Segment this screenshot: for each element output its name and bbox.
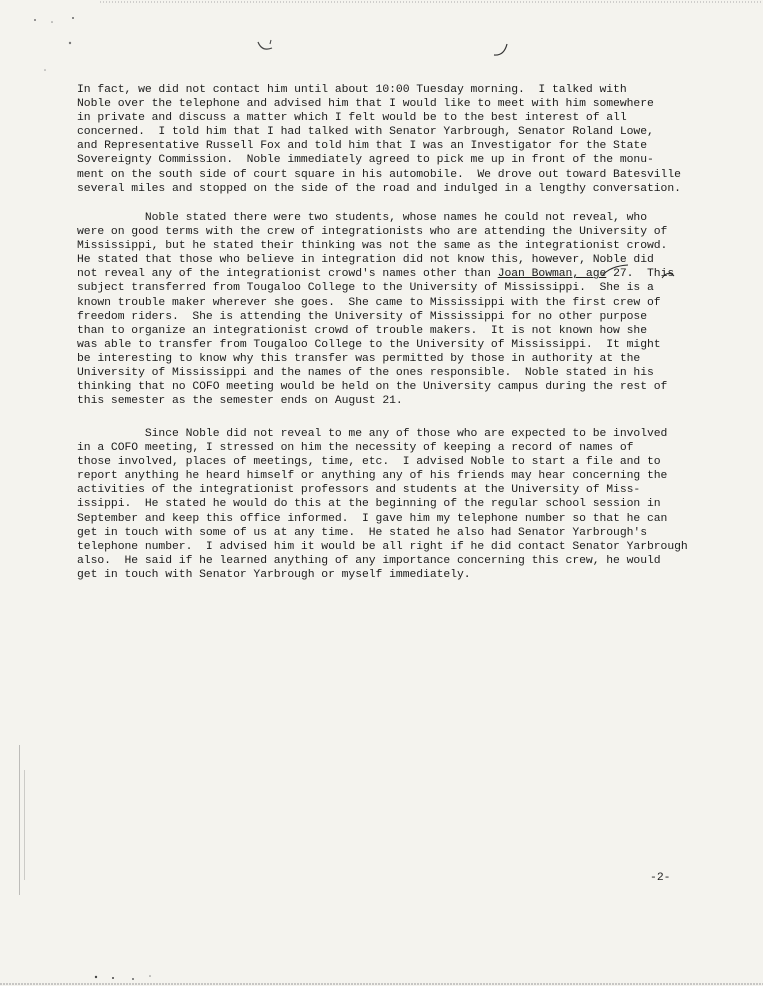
page-number: -2- bbox=[650, 872, 671, 884]
paragraph-2-lead: Noble stated there were two students, whose names he could not reveal, who were on good terms with the crew of integrationists who are attending the University of Mississippi, but he stated their thinking was not the same as the integrationist crowd. He stated that those who believe in integration did not know this, however, Noble did not reveal any of the integrationist crowd's names other than bbox=[77, 212, 668, 281]
margin-scan-line bbox=[19, 745, 20, 895]
paragraph-3: Since Noble did not reveal to me any of those who are expected to be involved in a COFO meeting, I stressed on him the necessity of keeping a record of names of those involved, places of meetings, time, etc. I advised Noble to start a file and to report anything he heard himself or anything any of his friends may hear concerning the activities of the integrationist professors and students at the University of Miss- issippi. He stated he would do this at the beginning of the regular school session in September and keep this office informed. I gave him my telephone number so that he can get in touch with some of us at any time. He stated he also had Senator Yarbrough's telephone number. I advised him it would be all right if he did contact Senator Yarbrough also. He said if he learned anything of any importance concerning this crew, he would get in touch with Senator Yarbrough or myself immediately. bbox=[77, 428, 688, 581]
bottom-scan-edge bbox=[0, 960, 763, 986]
scan-marks bbox=[0, 0, 763, 80]
top-scan-edge bbox=[0, 0, 763, 6]
paragraph-1: In fact, we did not contact him until about 10:00 Tuesday morning. I talked with Noble over the telephone and advised him that I would like to meet with him somewhere in private and discuss a matter which I felt would be to the best interest of all concerned. I told him that I had talked with Senator Yarbrough, Senator Roland Lowe, and Representative Russell Fox and told him that I was an Investigator for the State Sovereignty Commission. Noble immediately agreed to pick me up in front of the monu- ment on the south side of court square in his automobile. We drove out toward Batesville several miles and stopped on the side of the road and indulged in a lengthy conversation. bbox=[77, 84, 681, 195]
subject-name-underlined: Joan Bowman, age bbox=[497, 268, 607, 281]
paragraph-2 bbox=[77, 211, 717, 408]
margin-scan-line bbox=[24, 770, 25, 880]
paragraph-2-rest: 27. This subject transferred from Tougaloo College to the University of Mississippi. She is a known trouble maker wherever she goes. She came to Mississippi with the first crew of freedom riders. She is attending the University of Mississippi for no other purpose than to organize an integrationist crowd of trouble makers. It is not known how she was able to transfer from Tougaloo College to the University of Mississippi. It might be interesting to know why this transfer was permitted by those in authority at the University of Mississippi and the names of the ones responsible. Noble stated in his thinking that no COFO meeting would be held on the University campus during the rest of this semester as the semester ends on August 21. bbox=[77, 268, 675, 408]
handwritten-insert-mark bbox=[600, 262, 680, 284]
